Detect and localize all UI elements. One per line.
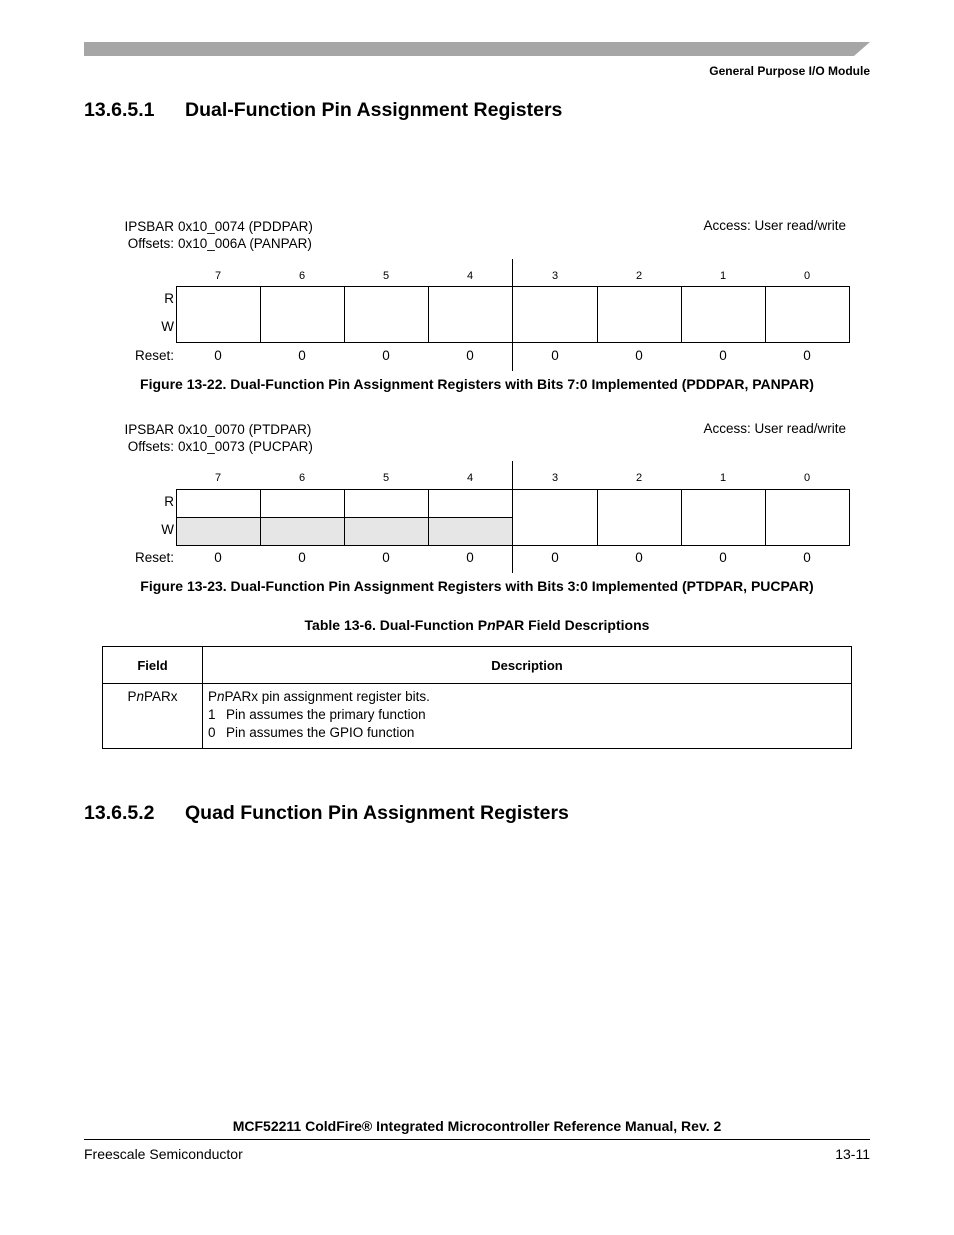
bit-number: 0 xyxy=(803,270,811,282)
bit-cell-border xyxy=(681,489,682,546)
bit-number: 3 xyxy=(551,270,559,282)
bit-cell-border xyxy=(260,286,261,343)
bit-cell-border xyxy=(765,489,766,546)
bit-number: 0 xyxy=(803,472,811,484)
footer-company: Freescale Semiconductor xyxy=(84,1146,243,1162)
field-name-text: PARx xyxy=(144,689,178,704)
offsets-label: Offsets: xyxy=(127,236,174,251)
reset-value: 0 xyxy=(551,550,559,565)
section-heading-1 xyxy=(84,99,562,122)
table-caption xyxy=(0,617,954,633)
description-cell xyxy=(203,684,852,749)
ipsbar-label: IPSBAR xyxy=(124,219,174,234)
table-caption-italic: n xyxy=(487,617,496,633)
running-title: General Purpose I/O Module xyxy=(709,64,870,78)
ipsbar-label: IPSBAR xyxy=(124,422,174,437)
description-summary xyxy=(208,688,846,706)
reset-value: 0 xyxy=(214,550,222,565)
field-name-italic: n xyxy=(136,689,144,704)
bit-cell-border xyxy=(597,489,598,546)
option-text: Pin assumes the GPIO function xyxy=(226,725,415,740)
bit-cell-border xyxy=(260,489,261,546)
header-bar xyxy=(84,42,870,56)
column-header-description: Description xyxy=(203,647,852,684)
bit-cell-border xyxy=(765,286,766,343)
option-text: Pin assumes the primary function xyxy=(226,707,426,722)
bit-number: 7 xyxy=(214,472,222,484)
bit-number: 7 xyxy=(214,270,222,282)
field-description-table xyxy=(102,646,852,749)
table-caption-text: Table 13-6. Dual-Function P xyxy=(304,617,488,633)
access-label: Access: User read/write xyxy=(703,421,846,436)
description-option xyxy=(208,706,846,724)
reset-value: 0 xyxy=(803,348,811,363)
figure-caption: Figure 13-23. Dual-Function Pin Assignment Registers with Bits 3:0 Implemented (PTDPAR, PUCPAR) xyxy=(140,578,814,594)
reset-value: 0 xyxy=(635,550,643,565)
option-value: 1 xyxy=(208,707,216,722)
bit-number: 3 xyxy=(551,472,559,484)
description-option xyxy=(208,724,846,742)
register-bit-field-box xyxy=(176,286,850,343)
register-address: 0x10_006A (PANPAR) xyxy=(178,236,312,251)
reset-value: 0 xyxy=(214,348,222,363)
section-title: Dual-Function Pin Assignment Registers xyxy=(185,99,563,121)
table-caption-text: PAR Field Descriptions xyxy=(495,617,650,633)
bit-number: 5 xyxy=(382,472,390,484)
reset-value: 0 xyxy=(298,348,306,363)
bit-number: 6 xyxy=(298,270,306,282)
description-italic: n xyxy=(217,689,225,704)
reset-value: 0 xyxy=(551,348,559,363)
bit-number: 4 xyxy=(466,270,474,282)
reset-row-label: Reset: xyxy=(134,348,174,363)
description-text: PARx pin assignment register bits. xyxy=(224,689,430,704)
reset-value: 0 xyxy=(635,348,643,363)
bit-number: 1 xyxy=(719,270,727,282)
bit-cell-border xyxy=(344,489,345,546)
reset-value: 0 xyxy=(719,348,727,363)
column-header-field: Field xyxy=(103,647,203,684)
reset-value: 0 xyxy=(382,550,390,565)
bit-cell-border xyxy=(597,286,598,343)
offsets-label: Offsets: xyxy=(127,439,174,454)
table-row xyxy=(103,684,852,749)
bit-number: 6 xyxy=(298,472,306,484)
bit-number: 2 xyxy=(635,472,643,484)
reset-value: 0 xyxy=(298,550,306,565)
field-name-cell xyxy=(103,684,203,749)
figure-caption: Figure 13-22. Dual-Function Pin Assignment Registers with Bits 7:0 Implemented (PDDPAR, PANPAR) xyxy=(140,376,814,392)
read-row-label: R xyxy=(164,291,174,306)
register-address-block xyxy=(80,218,313,252)
bit-cell-border xyxy=(428,286,429,343)
footer-page-number: 13-11 xyxy=(835,1146,870,1162)
reset-value: 0 xyxy=(382,348,390,363)
field-name-text: P xyxy=(127,689,137,704)
bit-number: 2 xyxy=(635,270,643,282)
bit-number: 5 xyxy=(382,270,390,282)
bit-number: 1 xyxy=(719,472,727,484)
bit-cell-border xyxy=(681,286,682,343)
section-number: 13.6.5.1 xyxy=(84,99,155,121)
footer-rule xyxy=(84,1139,870,1140)
write-row-label: W xyxy=(161,319,174,334)
register-address: 0x10_0073 (PUCPAR) xyxy=(178,439,313,454)
footer-document-title: MCF52211 ColdFire® Integrated Microcontroller Reference Manual, Rev. 2 xyxy=(232,1118,722,1134)
read-row-label: R xyxy=(164,494,174,509)
register-address: 0x10_0070 (PTDPAR) xyxy=(178,422,312,437)
option-value: 0 xyxy=(208,725,216,740)
write-row-label: W xyxy=(161,522,174,537)
table-header-row xyxy=(103,647,852,684)
reset-value: 0 xyxy=(466,550,474,565)
register-address-block xyxy=(80,421,313,455)
bit-number: 4 xyxy=(466,472,474,484)
access-label: Access: User read/write xyxy=(703,218,846,233)
section-heading-2 xyxy=(84,802,569,825)
register-address: 0x10_0074 (PDDPAR) xyxy=(178,219,313,234)
reset-value: 0 xyxy=(803,550,811,565)
bit-cell-border xyxy=(428,489,429,546)
reset-row-label: Reset: xyxy=(134,550,174,565)
section-number: 13.6.5.2 xyxy=(84,802,155,824)
reset-value: 0 xyxy=(719,550,727,565)
description-text: P xyxy=(208,689,218,704)
reset-value: 0 xyxy=(466,348,474,363)
section-title: Quad Function Pin Assignment Registers xyxy=(185,802,569,824)
bit-cell-border xyxy=(344,286,345,343)
